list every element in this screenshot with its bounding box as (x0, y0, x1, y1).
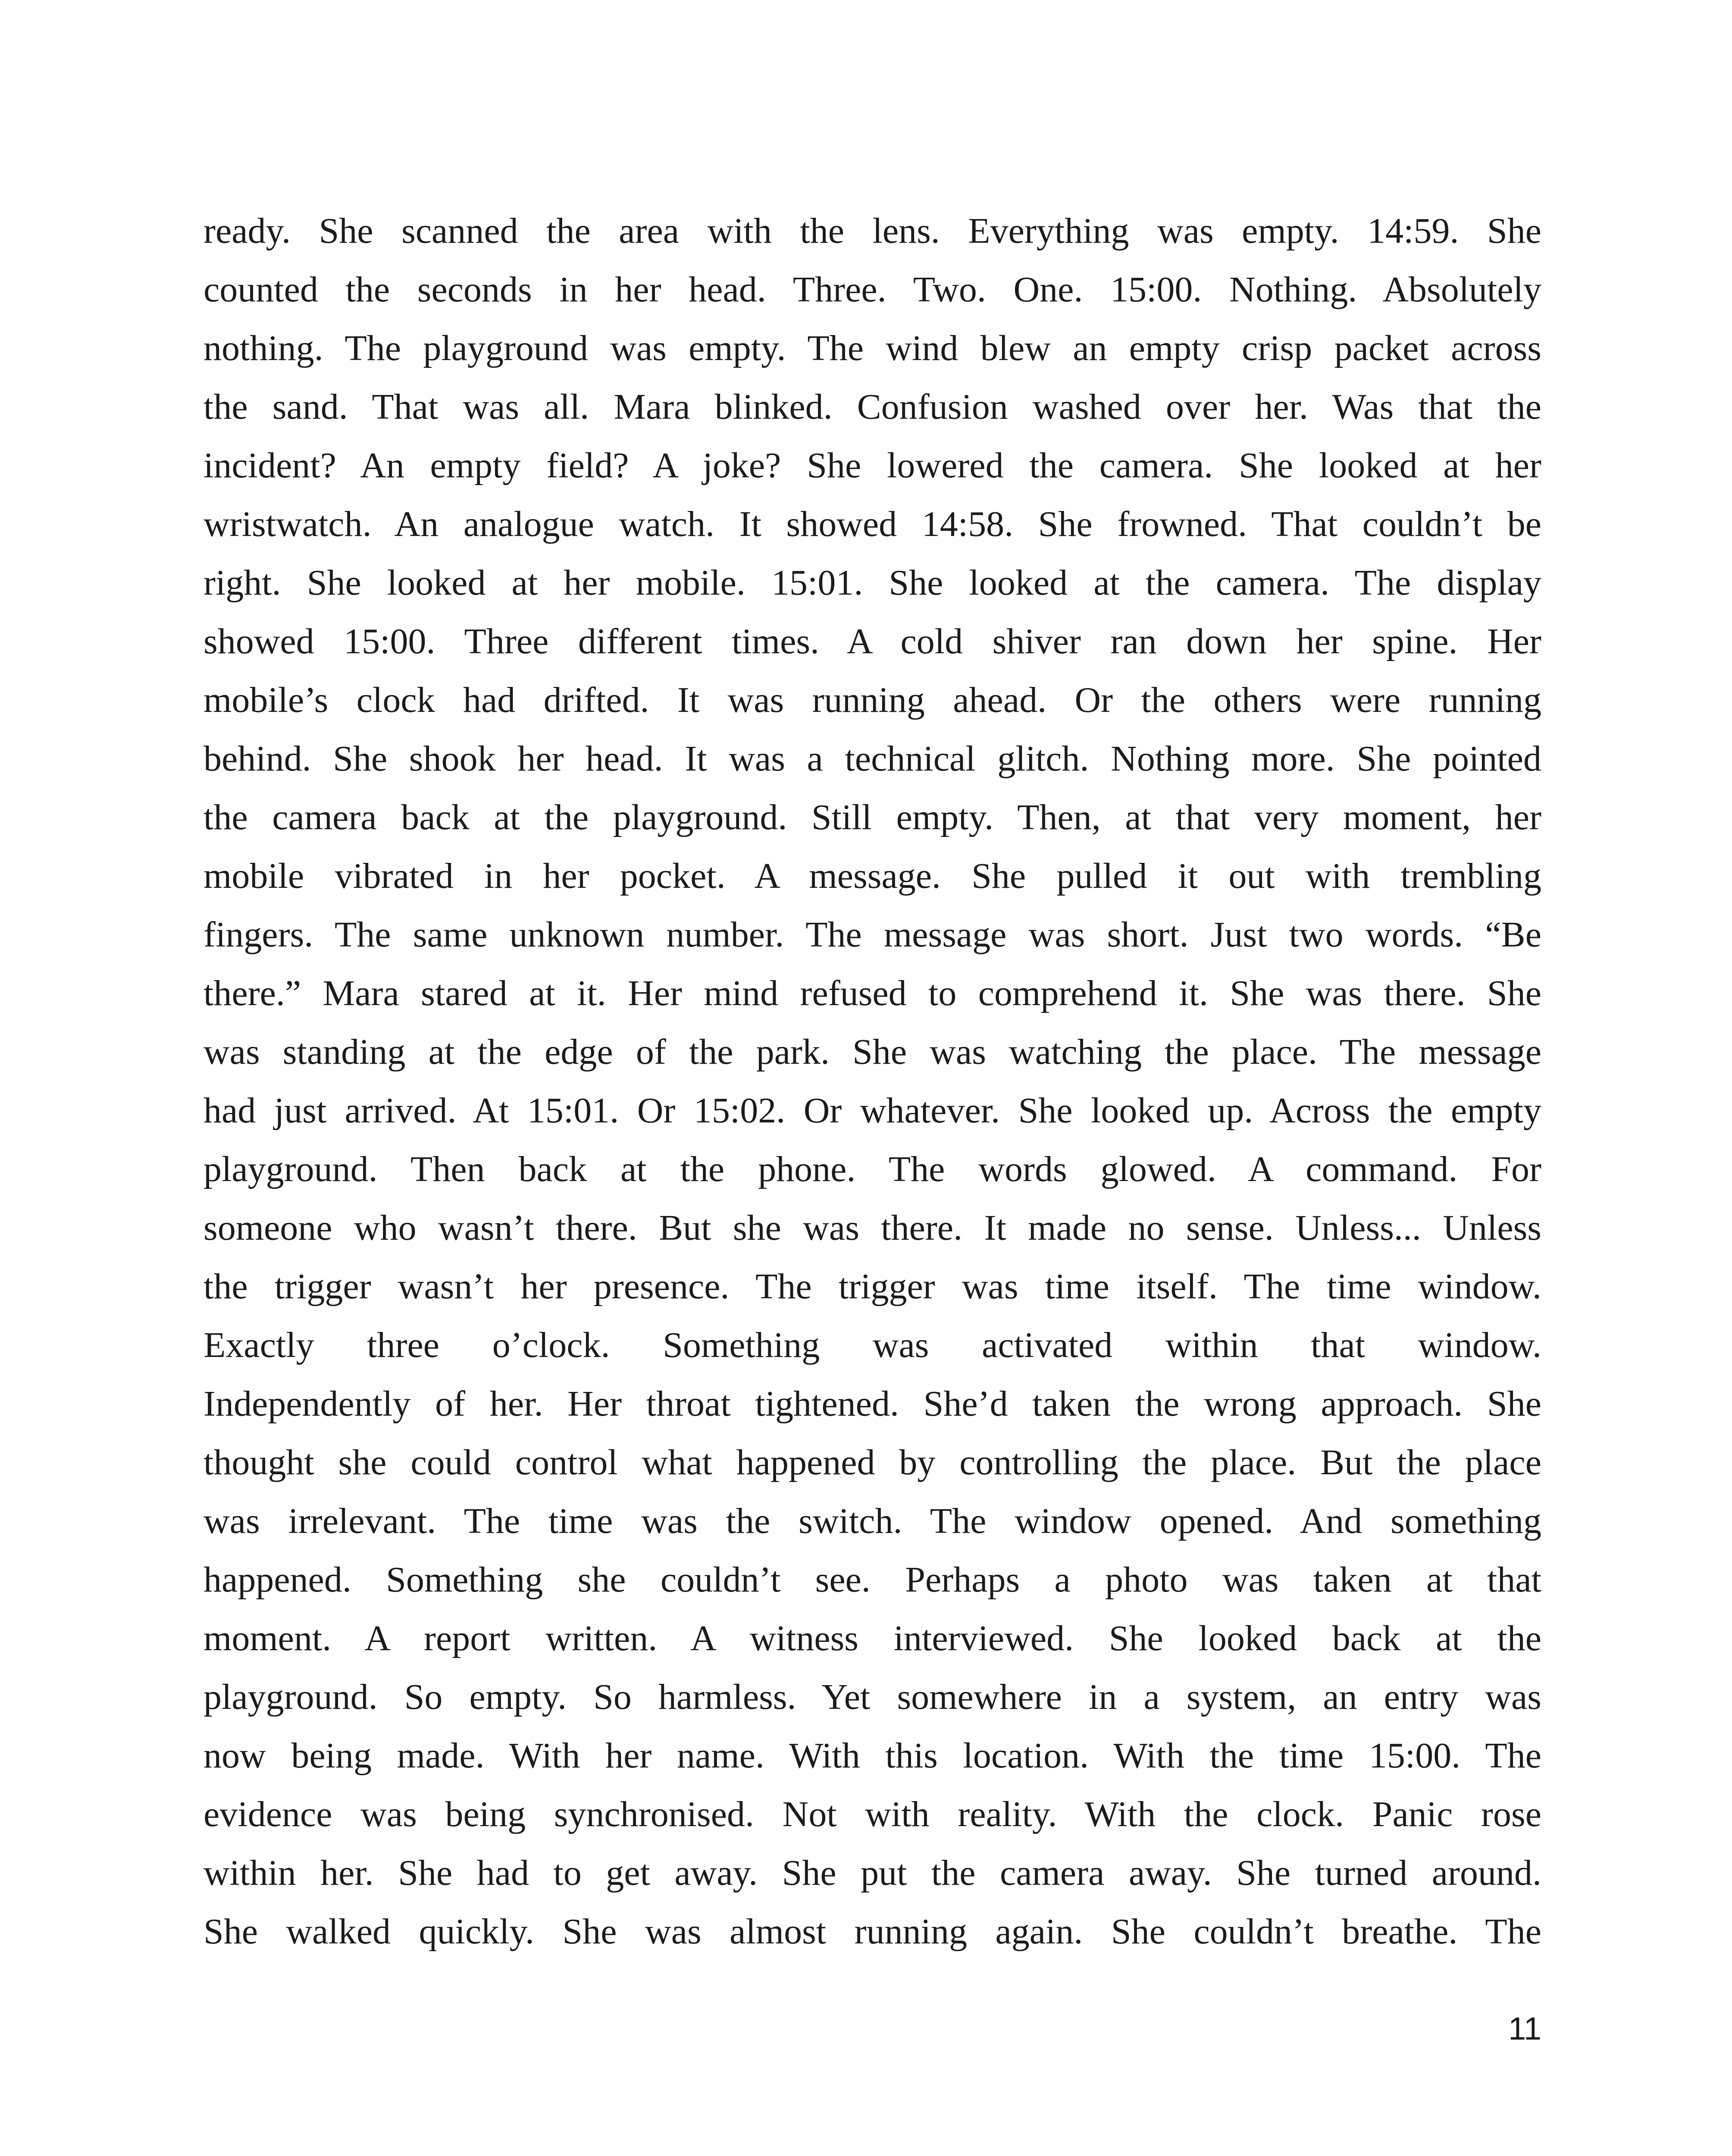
body-text (204, 202, 1541, 1961)
text-line: was irrelevant. The time was the switch. The window opened. And something (204, 1501, 1541, 1541)
text-line: thought she could control what happened by controlling the place. But the place (204, 1442, 1541, 1482)
text-line: nothing. The playground was empty. The wind blew an empty crisp packet across (204, 328, 1541, 368)
text-line: playground. So empty. So harmless. Yet somewhere in a system, an entry was (204, 1677, 1541, 1717)
text-line: mobile vibrated in her pocket. A message. She pulled it out with trembling (204, 856, 1541, 896)
text-line: evidence was being synchronised. Not with reality. With the clock. Panic rose (204, 1794, 1541, 1834)
text-line: incident? An empty field? A joke? She lowered the camera. She looked at her (204, 445, 1541, 486)
text-line: the sand. That was all. Mara blinked. Confusion washed over her. Was that the (204, 387, 1541, 427)
text-line: happened. Something she couldn’t see. Perhaps a photo was taken at that (204, 1560, 1541, 1600)
text-line: now being made. With her name. With this location. With the time 15:00. The (204, 1736, 1541, 1776)
page-number: 11 (1508, 2011, 1541, 2046)
text-line: fingers. The same unknown number. The message was short. Just two words. “Be (204, 915, 1541, 955)
text-line: showed 15:00. Three different times. A cold shiver ran down her spine. Her (204, 621, 1541, 661)
text-line: the trigger wasn’t her presence. The trigger was time itself. The time window. (204, 1266, 1541, 1307)
text-line: ready. She scanned the area with the lens. Everything was empty. 14:59. She (204, 211, 1541, 251)
text-line: someone who wasn’t there. But she was there. It made no sense. Unless... Unless (204, 1208, 1541, 1248)
text-line: She walked quickly. She was almost running again. She couldn’t breathe. The (204, 1912, 1541, 1952)
text-line: Exactly three o’clock. Something was activated within that window. (204, 1325, 1541, 1365)
text-line: wristwatch. An analogue watch. It showed 14:58. She frowned. That couldn’t be (204, 504, 1541, 544)
text-line: right. She looked at her mobile. 15:01. She looked at the camera. The display (204, 563, 1541, 603)
text-line: playground. Then back at the phone. The words glowed. A command. For (204, 1149, 1541, 1189)
text-line: was standing at the edge of the park. She was watching the place. The message (204, 1032, 1541, 1072)
text-line: mobile’s clock had drifted. It was running ahead. Or the others were running (204, 680, 1541, 720)
text-line: had just arrived. At 15:01. Or 15:02. Or whatever. She looked up. Across the empty (204, 1091, 1541, 1131)
text-line: Independently of her. Her throat tightened. She’d taken the wrong approach. She (204, 1384, 1541, 1424)
text-line: the camera back at the playground. Still empty. Then, at that very moment, her (204, 797, 1541, 837)
text-line: there.” Mara stared at it. Her mind refused to comprehend it. She was there. She (204, 973, 1541, 1013)
text-line: within her. She had to get away. She put the camera away. She turned around. (204, 1853, 1541, 1893)
text-line: counted the seconds in her head. Three. Two. One. 15:00. Nothing. Absolutely (204, 270, 1541, 310)
text-line: behind. She shook her head. It was a technical glitch. Nothing more. She pointed (204, 739, 1541, 779)
text-line: moment. A report written. A witness interviewed. She looked back at the (204, 1618, 1541, 1658)
